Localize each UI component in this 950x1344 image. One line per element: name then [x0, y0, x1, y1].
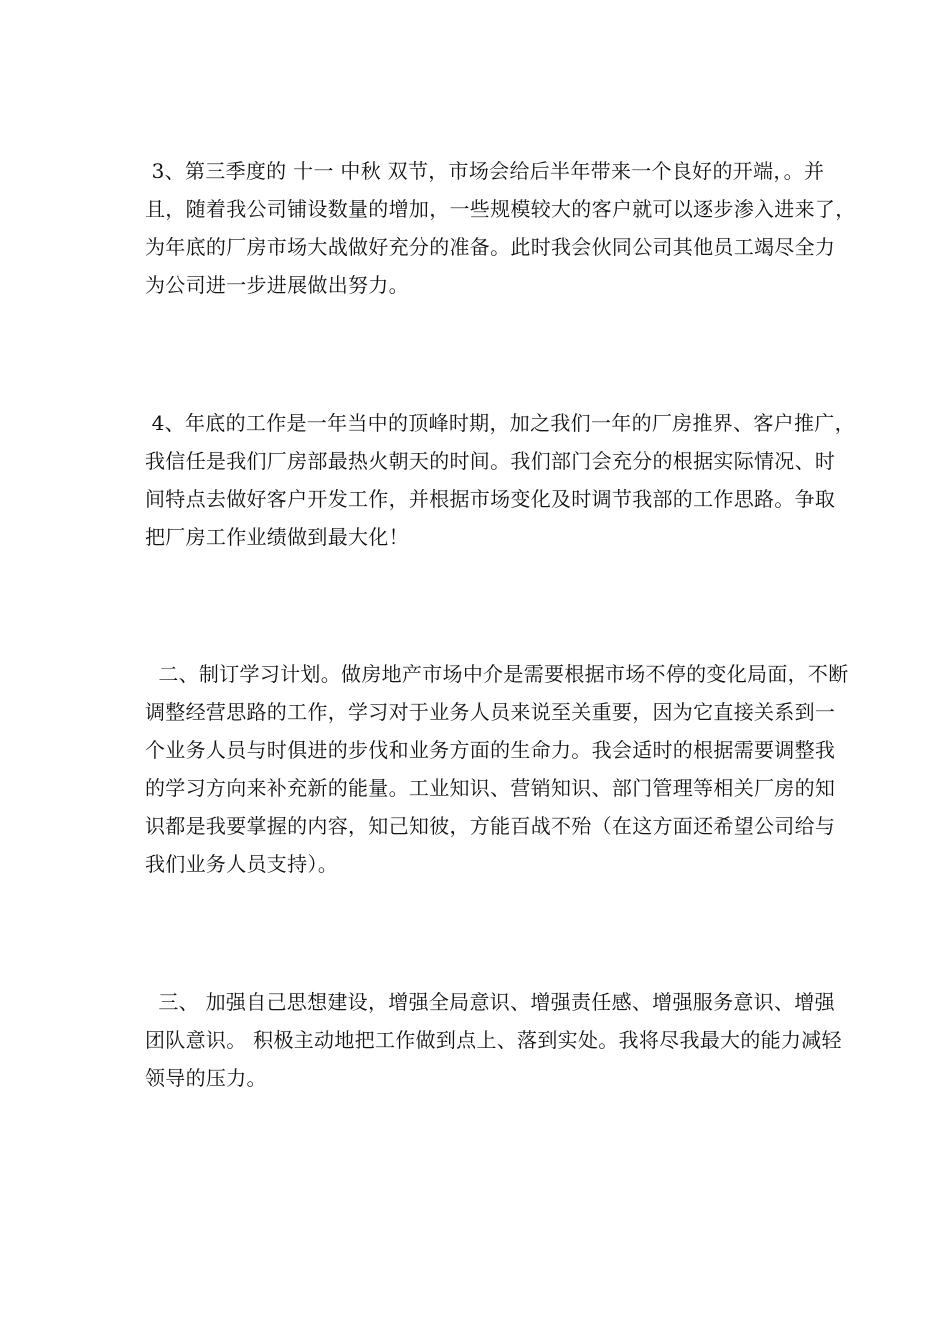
text-line: 三、 加强自己思想建设，增强全局意识、增强责任感、增强服务意识、增强 [145, 990, 835, 1014]
paragraph-study-plan [145, 655, 849, 883]
text-line: 个业务人员与时俱进的步伐和业务方面的生命力。我会适时的根据需要调整我 [145, 738, 836, 762]
text-line: 调整经营思路的工作，学习对于业务人员来说至关重要，因为它直接关系到一 [145, 700, 836, 724]
text-line: 我信任是我们厂房部最热火朝天的时间。我们部门会充分的根据实际情况、时 [145, 449, 836, 473]
text-line: 4、年底的工作是一年当中的顶峰时期，加之我们一年的厂房推界、客户推广， [145, 411, 855, 435]
text-line: 把厂房工作业绩做到最大化！ [145, 525, 409, 549]
paragraph-q3-plan [145, 152, 856, 304]
text-line: 团队意识。 积极主动地把工作做到点上、落到实处。我将尽我最大的能力减轻 [145, 1028, 842, 1052]
text-line: 3、第三季度的 十一 中秋 双节，市场会给后半年带来一个良好的开端，。并 [145, 159, 825, 183]
text-line: 的学习方向来补充新的能量。工业知识、营销知识、部门管理等相关厂房的知 [145, 776, 836, 800]
text-line: 二、制订学习计划。做房地产市场中介是需要根据市场不停的变化局面，不断 [145, 662, 849, 686]
text-line: 为年底的厂房市场大战做好充分的准备。此时我会伙同公司其他员工竭尽全力 [145, 235, 836, 259]
text-line: 为公司进一步进展做出努力。 [145, 273, 409, 297]
text-line: 间特点去做好客户开发工作，并根据市场变化及时调节我部的工作思路。争取 [145, 487, 836, 511]
text-line: 领导的压力。 [145, 1066, 267, 1090]
paragraph-thought-building [145, 983, 842, 1097]
text-line: 且，随着我公司铺设数量的增加，一些规模较大的客户就可以逐步渗入进来了， [145, 197, 856, 221]
text-line: 我们业务人员支持）。 [145, 852, 338, 876]
text-line: 识都是我要掌握的内容，知己知彼，方能百战不殆（在这方面还希望公司给与 [145, 814, 836, 838]
paragraph-year-end-plan [145, 404, 855, 556]
